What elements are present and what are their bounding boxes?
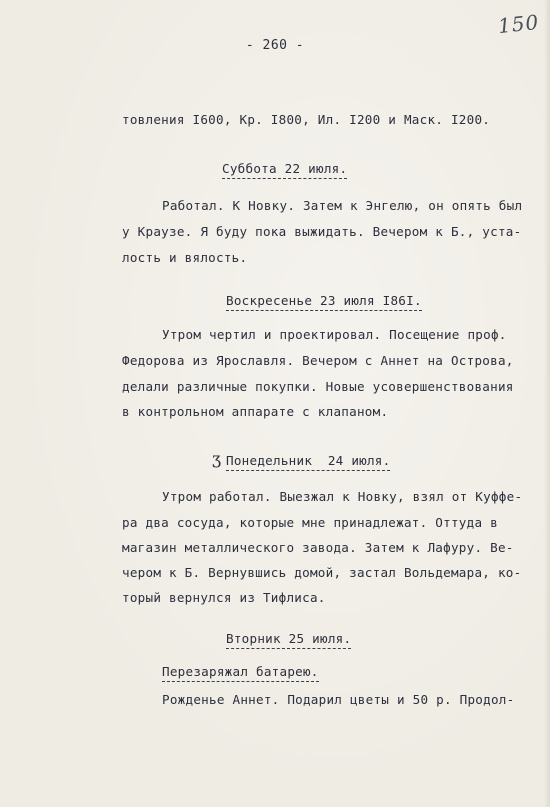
text-line: чером к Б. Вернувшись домой, застал Вольдемара, ко- [122,565,522,580]
text-line: Федорова из Ярославля. Вечером с Аннет на Острова, [122,353,514,368]
text-line: Рожденье Аннет. Подарил цветы и 50 р. Продол- [162,692,515,707]
date-heading-tuesday: Вторник 25 июля. [226,631,351,649]
date-heading-monday: Понедельник 24 июля. [226,453,390,471]
text-line: торый вернулся из Тифлиса. [122,590,326,605]
text-line: ра два сосуда, которые мне принадлежат. Оттуда в [122,515,498,530]
text-line: у Краузе. Я буду пока выжидать. Вечером к Б., уста- [122,224,522,239]
text-line-underlined: Перезаряжал батарею. [162,664,319,682]
text-line: делали различные покупки. Новые усовершенствования [122,379,514,394]
date-heading-saturday: Суббота 22 июля. [222,161,347,179]
text-line: магазин металлического завода. Затем к Лафуру. Ве- [122,540,514,555]
handwritten-ink-mark: ʒ [212,449,222,468]
text-line: Утром работал. Выезжал к Новку, взял от Куффе- [162,489,523,504]
text-line: Утром чертил и проектировал. Посещение проф. [162,327,507,342]
page-number: - 260 - [245,38,305,53]
date-heading-sunday: Воскресенье 23 июля I86I. [226,293,422,311]
text-line: товления I600, Кр. I800, Ил. I200 и Маск. I200. [122,112,491,127]
text-line: Работал. К Новку. Затем к Энгелю, он опять был [162,198,523,213]
page-edge-shadow [544,0,550,807]
text-line: в контрольном аппарате с клапаном. [122,404,389,419]
text-line: лость и вялость. [122,250,248,265]
handwritten-folio-number: 150 [496,9,541,39]
